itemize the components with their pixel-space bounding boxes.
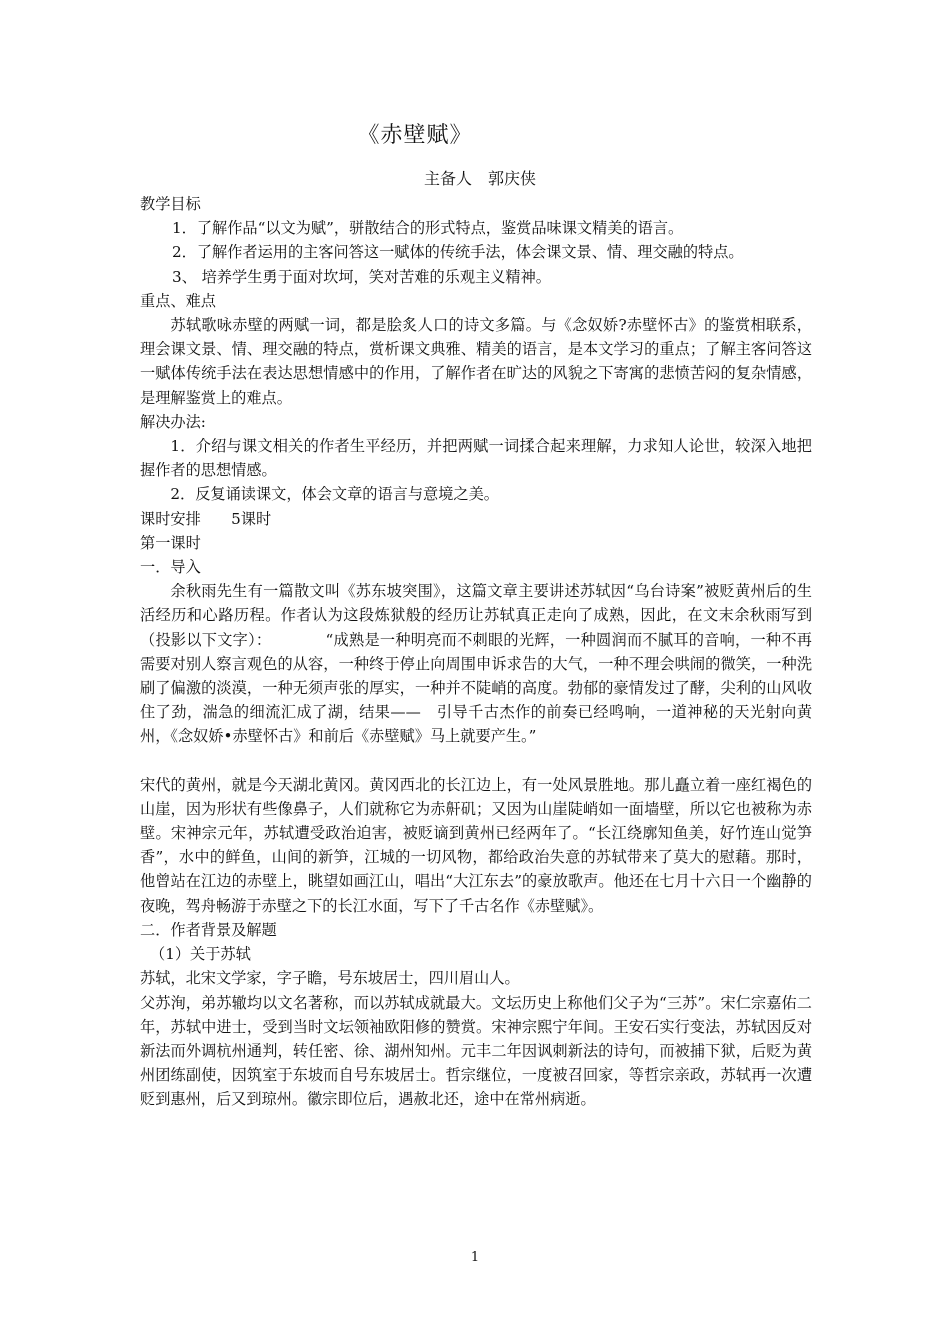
section-heading-objectives: 教学目标	[140, 195, 201, 213]
document-title: 《赤壁赋》	[357, 123, 473, 148]
paragraph: 宋代的黄州，就是今天湖北黄冈。黄冈西北的长江边上，有一处风景胜地。那儿矗立着一座红褐色的山崖，因为形状有些像鼻子，人们就称它为赤鼾矶；又因为山崖陡峭如一面墙壁，所以它也被称为赤壁。宋神宗元年，苏轼遭受政治迫害，被贬谪到黄州已经两年了。“长江绕廓知鱼美，好竹连山觉笋香”，水中的鲜鱼，山间的新笋，江城的一切风物，都给政治失意的苏轼带来了莫大的慰藉。那时，他曾站在江边的赤壁上，眺望如画江山，唱出“大江东去”的豪放歌声。他还在七月十六日一个幽静的夜晚，驾舟畅游于赤壁之下的长江水面，写下了千古名作《赤壁赋》。	[140, 775, 812, 915]
blank-line	[140, 749, 812, 773]
solution-item: 1．介绍与课文相关的作者生平经历，并把两赋一词揉合起来理解，力求知人论世，较深入地把握作者的思想情感。	[140, 437, 812, 480]
author-line: 主备人 郭庆侠	[423, 169, 536, 188]
solution-item: 2．反复诵读课文，体会文章的语言与意境之美。	[170, 485, 499, 504]
objective-item: 2．了解作者运用的主客问答这一赋体的传统手法，体会课文景、情、理交融的特点。	[172, 243, 744, 262]
paragraph: 苏轼，北宋文学家，字子瞻，号东坡居士，四川眉山人。	[140, 969, 520, 988]
lesson-heading: 第一课时	[140, 533, 201, 552]
section-heading-key-points: 重点、难点	[140, 291, 216, 310]
paragraph: 父苏洵，弟苏辙均以文名著称，而以苏轼成就最大。文坛历史上称他们父子为“三苏”。宋仁宗嘉佑二年，苏轼中进士，受到当时文坛领袖欧阳修的赞赏。宋神宗熙宁年间。王安石实行变法，苏轼因反对新法而外调杭州通判，转任密、徐、湖州知州。元丰二年因讽刺新法的诗句，而被捕下狱，后贬为黄州团练副使，因筑室于东坡而自号东坡居士。哲宗继位，一度被召回家，等哲宗亲政，苏轼再一次遭贬到惠州，后又到琼州。徽宗即位后，遇赦北还，途中在常州病逝。	[140, 993, 812, 1109]
subsection-heading: 二．作者背景及解题	[140, 920, 277, 939]
objective-item: 3、 培养学生勇于面对坎坷，笑对苦难的乐观主义精神。	[172, 267, 551, 286]
page-number: 1	[470, 1250, 480, 1265]
paragraph: 余秋雨先生有一篇散文叫《苏东坡突围》，这篇文章主要讲述苏轼因“乌台诗案”被贬黄州后的生活经历和心路历程。作者认为这段炼狱般的经历让苏轼真正走向了成熟，因此，在文末余秋雨写到（投影以下文字）： “成熟是一种明亮而不刺眼的光辉，一种圆润而不腻耳的音响，一种不再需要对别人察言观色的从容，一种终于停止向周围申诉求告的大气，一种不理会哄闹的微笑，一种洗刷了偏激的淡漠，一种无须声张的厚实，一种并不陡峭的高度。勃郁的豪情发过了酵，尖利的山风收住了劲，湍急的细流汇成了湖，结果—— 引导千古杰作的前奏已经鸣响，一道神秘的天光射向黄州，《念奴娇•赤壁怀古》和前后《赤壁赋》马上就要产生。”	[140, 582, 812, 746]
document-body	[140, 192, 812, 1112]
schedule-line: 课时安排 5课时	[140, 509, 272, 528]
subsection-heading: 一．导入	[140, 558, 201, 577]
section-heading-solutions: 解决办法:	[140, 412, 206, 431]
objective-item: 1．了解作品“以文为赋”，骈散结合的形式特点，鉴赏品味课文精美的语言。	[172, 219, 684, 238]
subsection-heading: （1）关于苏轼	[150, 945, 251, 964]
paragraph: 苏轼歌咏赤壁的两赋一词，都是脍炙人口的诗文多篇。与《念奴娇?赤壁怀古》的鉴赏相联系，理会课文景、情、理交融的特点，赏析课文典雅、精美的语言，是本文学习的重点；了解主客问答这一赋体传统手法在表达思想情感中的作用，了解作者在旷达的风貌之下寄寓的悲愤苦闷的复杂情感，是理解鉴赏上的难点。	[140, 316, 812, 407]
